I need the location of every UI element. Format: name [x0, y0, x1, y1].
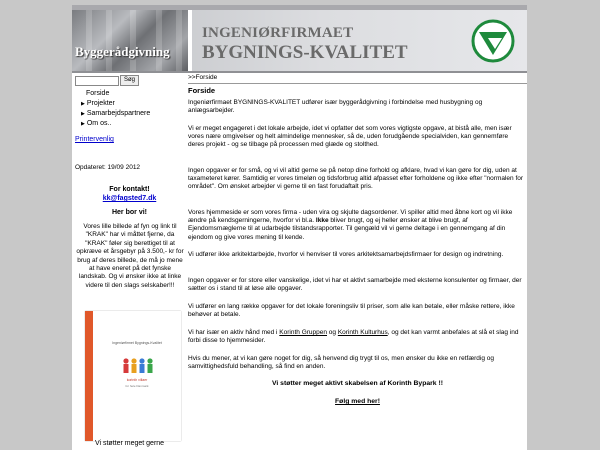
nav-item-label: Samarbejdspartnere	[86, 110, 151, 117]
korinth-kulturhus-link[interactable]: Korinth Kulturhus	[337, 329, 388, 336]
triangle-right-icon: ▶	[81, 121, 85, 127]
breadcrumb: >>Forside	[188, 74, 218, 81]
paragraph-text: Vores hjemmeside er som vores firma - uden vira og skjulte dagsordener. Vi spiller altid med åbne kort og vil ikke ændre på kendsgerningerne, hvorfor vi bl.a.	[188, 209, 513, 225]
paragraph-text: , og det kan varmt anbefales at slå et slag ind forbi disse to hjemmesider.	[188, 329, 519, 345]
paragraph-open-cards	[188, 209, 524, 242]
paragraph-architect: Vi udfører ikke arkitektarbejde, hvorfor vi henviser til vores arkitektsamarbejdsfirmaer for design og indretning.	[188, 251, 504, 258]
triangle-right-icon: ▶	[81, 101, 85, 107]
nav-item-samarbejdspartnere[interactable]	[81, 110, 150, 117]
updated-date: Opdateret: 19/09 2012	[75, 164, 141, 171]
page-title: Forside	[188, 86, 216, 95]
korinth-gruppen-link[interactable]: Korinth Gruppen	[279, 329, 327, 336]
company-subtitle: INGENIØRFIRMAET	[202, 25, 354, 41]
follow-link[interactable]	[188, 398, 527, 405]
paragraph-korinth	[188, 329, 524, 345]
sidebar	[72, 73, 187, 450]
printer-friendly-link[interactable]: Printervenlig	[75, 136, 114, 143]
header-photo	[72, 10, 188, 71]
search-button[interactable]: Søg	[120, 75, 139, 86]
book-subtitle: for hele Danmark	[125, 384, 149, 388]
people-figures-icon	[121, 357, 155, 375]
paragraph-small-jobs: Ingen opgaver er for små, og vi vil altid gerne se på netop dine forhold og afklare, hvad vi kan gøre for dig, uden at taxameteret kører. Samtidig er vores timeløn og tidsforbrug altid afpasset efter forholdene og ikke efter "normalen for området". Om ønsket arbejder vi gerne til en fast forudaftalt pris.	[188, 167, 524, 191]
book-caption: Vi støtter meget gerne	[94, 440, 165, 447]
nav-item-projekter[interactable]	[81, 100, 115, 107]
book-logo-text: korinth villaer	[126, 378, 148, 382]
emphasis-text: Ikke	[315, 217, 329, 225]
header-divider	[188, 10, 192, 71]
site-header	[72, 10, 527, 71]
contact-block	[72, 185, 187, 203]
header-photo-label: Byggerådgivning	[75, 44, 170, 59]
main-content	[188, 73, 527, 450]
company-name: BYGNINGS-KVALITET	[202, 42, 408, 63]
book-title: Ingeniørfirmet Bygnings-Kvalitet	[112, 341, 162, 345]
paragraph-engagement: Vi er meget engageret i det lokale arbejde, idet vi opfatter det som vores vigtigste opgave, at bistå alle, men især vores nære omgivelser og helt almindelige mennesker, så de, uden forudgående specialviden, kan gennemføre deres projekt - og se tilbage på processen med glæde og stolthed.	[188, 125, 512, 149]
paragraph-large-jobs: Ingen opgaver er for store eller vanskelige, idet vi har et aktivt samarbejde med eksterne konsulenter og firmaer, der sætter os i stand til at løse alle opgaver.	[188, 277, 522, 293]
book-cover-image[interactable]	[85, 311, 181, 441]
content-rule	[188, 83, 527, 84]
contact-email-link[interactable]: kk@fagsted7.dk	[102, 195, 157, 202]
nav-item-om-os[interactable]	[81, 120, 111, 127]
paragraph-text: bliver brugt, og ej heller ønsker at blive brugt, af Ejendomsmæglerne til at udarbejde tilstandsrapporter. Til gengæld vil vi gerne deltage i en gennemgang af din ejendom og give vores mening til kende.	[188, 217, 506, 241]
krak-notice: Vores lille billede af fyn og link til "KRAK" har vi måttet fjerne, da "KRAK" føler sig berettiget til at opkræve et årsgebyr på 3.500,- kr for brug af deres billede, de må jo mene at have eneret på det fynske landskab. Og vi ønsker ikke at linke videre til den slags selskaber!!!	[76, 223, 184, 289]
contact-heading: For kontakt!	[109, 186, 150, 193]
nav-item-label: Om os..	[86, 120, 112, 127]
page	[72, 5, 527, 450]
paragraph-local: Vi udfører en lang række opgaver for det lokale foreningsliv til priser, som alle kan betale, eller måske rettere, ikke behøver at betale.	[188, 303, 515, 319]
paragraph-contact-us: Hvis du mener, at vi kan gøre noget for dig, så henvend dig trygt til os, men ønsker du ikke en retfærdig og samvittighedsfuld behandling, så find en anden.	[188, 355, 495, 371]
support-line: Vi støtter meget aktivt skabelsen af Korinth Bypark !!	[272, 380, 443, 387]
paragraph-text: Vi har især en aktiv hånd med i	[188, 329, 280, 336]
paragraph-intro: Ingeniørfirmaet BYGNINGS-KVALITET udfører især byggerådgivning i forbindelse med husbygning og anlægsarbejder.	[188, 99, 483, 115]
location-heading: Her bor vi!	[111, 209, 147, 216]
company-logo-icon[interactable]	[471, 19, 515, 63]
paragraph-text: og	[327, 329, 338, 336]
follow-link-label: Følg med her!	[335, 398, 380, 405]
nav-item-forside[interactable]: Forside	[86, 90, 110, 97]
nav-item-label: Projekter	[86, 100, 115, 107]
triangle-right-icon: ▶	[81, 111, 85, 117]
search-input[interactable]	[75, 76, 119, 86]
